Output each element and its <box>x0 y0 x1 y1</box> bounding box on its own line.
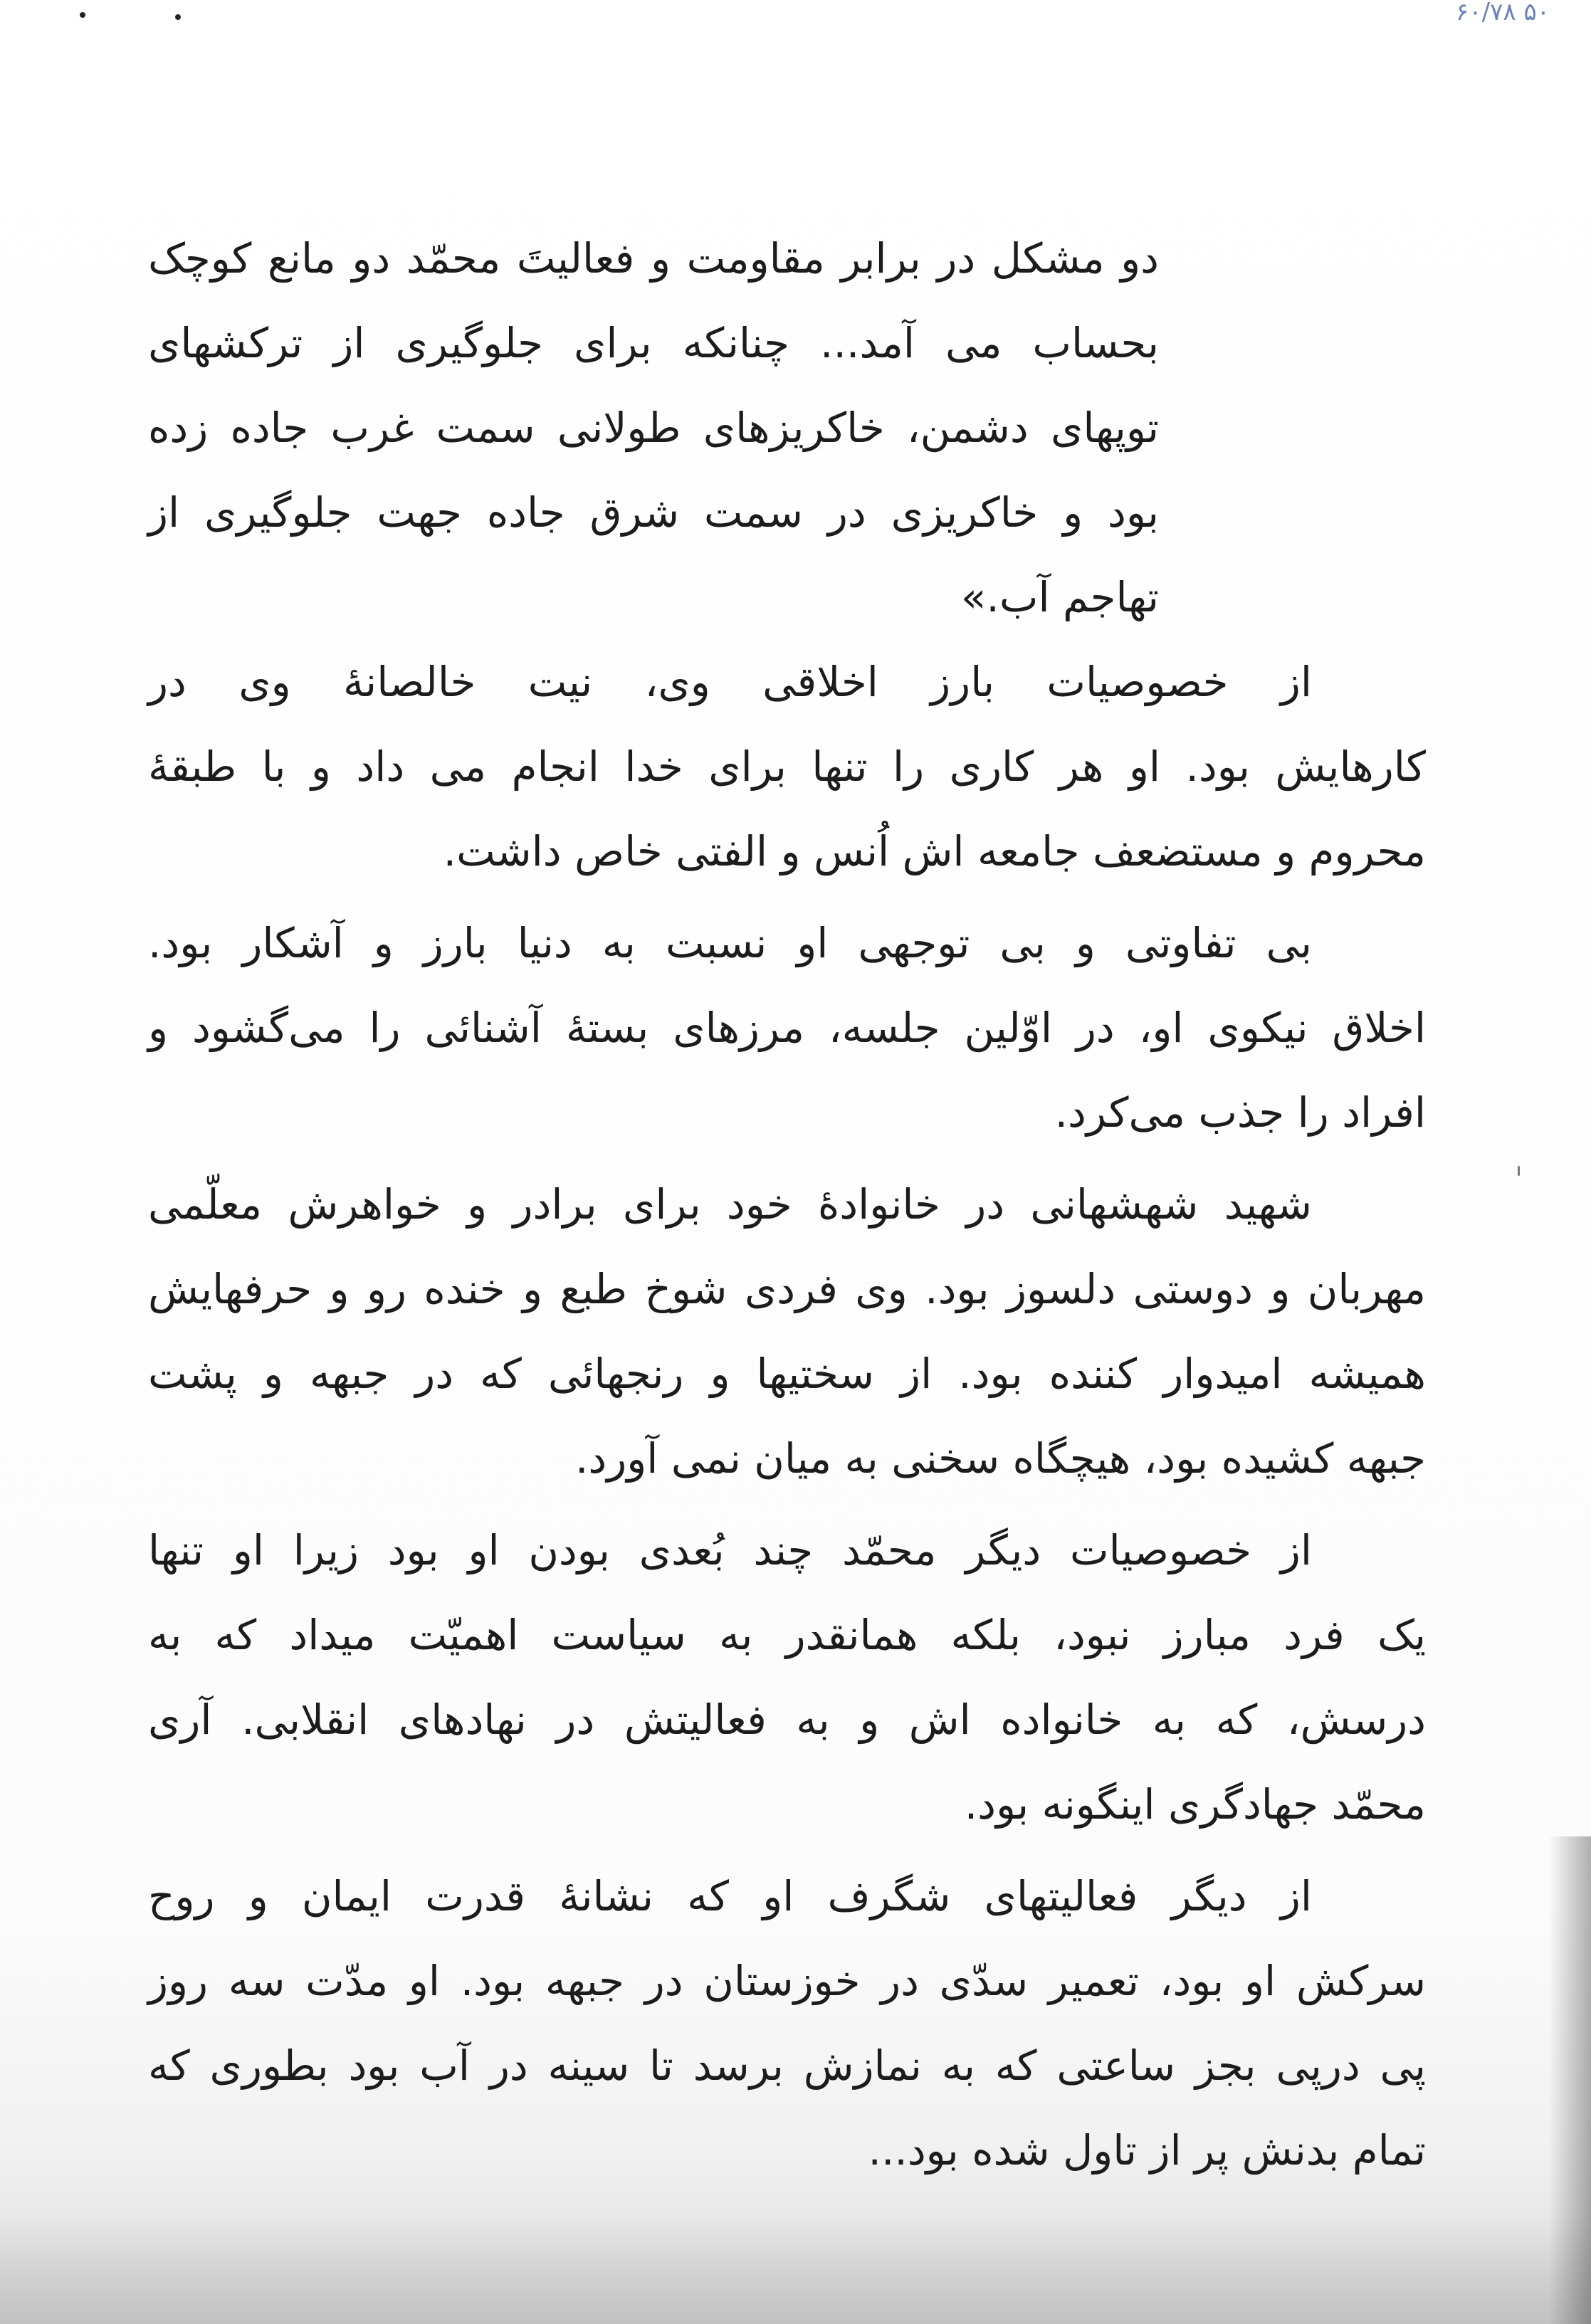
document-body <box>148 216 1426 2200</box>
paragraph <box>148 1508 1426 1847</box>
text-line: تمام بدنش پر از تاول شده بود... <box>868 2126 1426 2175</box>
text-line: دو مشکل در برابر مقاومت و فعالیتَ محمّد دو مانع کوچک <box>148 234 1159 283</box>
paragraph <box>148 1162 1426 1501</box>
text-line: افراد را جذب می‌کرد. <box>1054 1088 1426 1137</box>
paragraph <box>148 901 1426 1155</box>
text-line: محمّد جهادگری اینگونه بود. <box>964 1780 1426 1829</box>
ink-speck <box>175 14 181 20</box>
text-line: همیشه امیدوار کننده بود. از سختیها و رنجهائی که در جبهه و پشت <box>148 1350 1426 1398</box>
text-line: مهربان و دوستی دلسوز بود. وی فردی شوخ طبع و خنده رو و حرفهایش <box>148 1265 1426 1313</box>
text-line: توپهای دشمن، خاکریزهای طولانی سمت غرب جاده زده <box>148 404 1159 452</box>
text-line: یک فرد مبارز نبود، بلکه همانقدر به سیاست اهمیّت میداد که به <box>148 1611 1426 1659</box>
text-line: سرکش او بود، تعمیر سدّی در خوزستان در جبهه بود. او مدّت سه روز <box>148 1957 1426 2005</box>
page-note: ۶۰/۷۸ ۵۰ <box>1456 0 1550 26</box>
text-line: بی تفاوتی و بی توجهی او نسبت به دنیا بارز و آشکار بود. <box>148 919 1312 967</box>
ink-speck <box>80 12 85 18</box>
text-line: محروم و مستضعف جامعه اش اُنس و الفتی خاص داشت. <box>443 827 1426 876</box>
paragraph <box>148 216 1426 640</box>
text-line: بود و خاکریزی در سمت شرق جاده جهت جلوگیری از <box>148 488 1159 537</box>
text-line: پی درپی بجز ساعتی که به نمازش برسد تا سینه در آب بود بطوری که <box>148 2041 1426 2090</box>
text-line: تهاجم آب.» <box>960 573 1159 621</box>
text-line: درسش، که به خانواده اش و به فعالیتش در نهادهای انقلابی. آری <box>148 1695 1426 1744</box>
scan-shadow-bottom <box>0 2217 1591 2324</box>
paragraph <box>148 1854 1426 2193</box>
text-line: کارهایش بود. او هر کاری را تنها برای خدا انجام می داد و با طبقهٔ <box>148 742 1426 791</box>
text-line: جبهه کشیده بود، هیچگاه سخنی به میان نمی آورد. <box>574 1434 1426 1483</box>
ink-mark <box>1518 1166 1520 1176</box>
text-line: از خصوصیات دیگر محمّد چند بُعدی بودن او بود زیرا او تنها <box>148 1526 1312 1574</box>
text-line: بحساب می آمد... چنانکه برای جلوگیری از ترکشهای <box>148 319 1159 367</box>
text-line: از دیگر فعالیتهای شگرف او که نشانهٔ قدرت ایمان و روح <box>148 1872 1312 1920</box>
text-line: شهید شهشهانی در خانوادهٔ خود برای برادر و خواهرش معلّمی <box>148 1180 1312 1229</box>
text-line: از خصوصیات بارز اخلاقی وی، نیت خالصانهٔ وی در <box>148 658 1312 706</box>
paragraph <box>148 640 1426 894</box>
scan-shadow-right <box>1548 1836 1591 2324</box>
text-line: اخلاق نیکوی او، در اوّلین جلسه، مرزهای بستهٔ آشنائی را می‌گشود و <box>148 1004 1426 1052</box>
